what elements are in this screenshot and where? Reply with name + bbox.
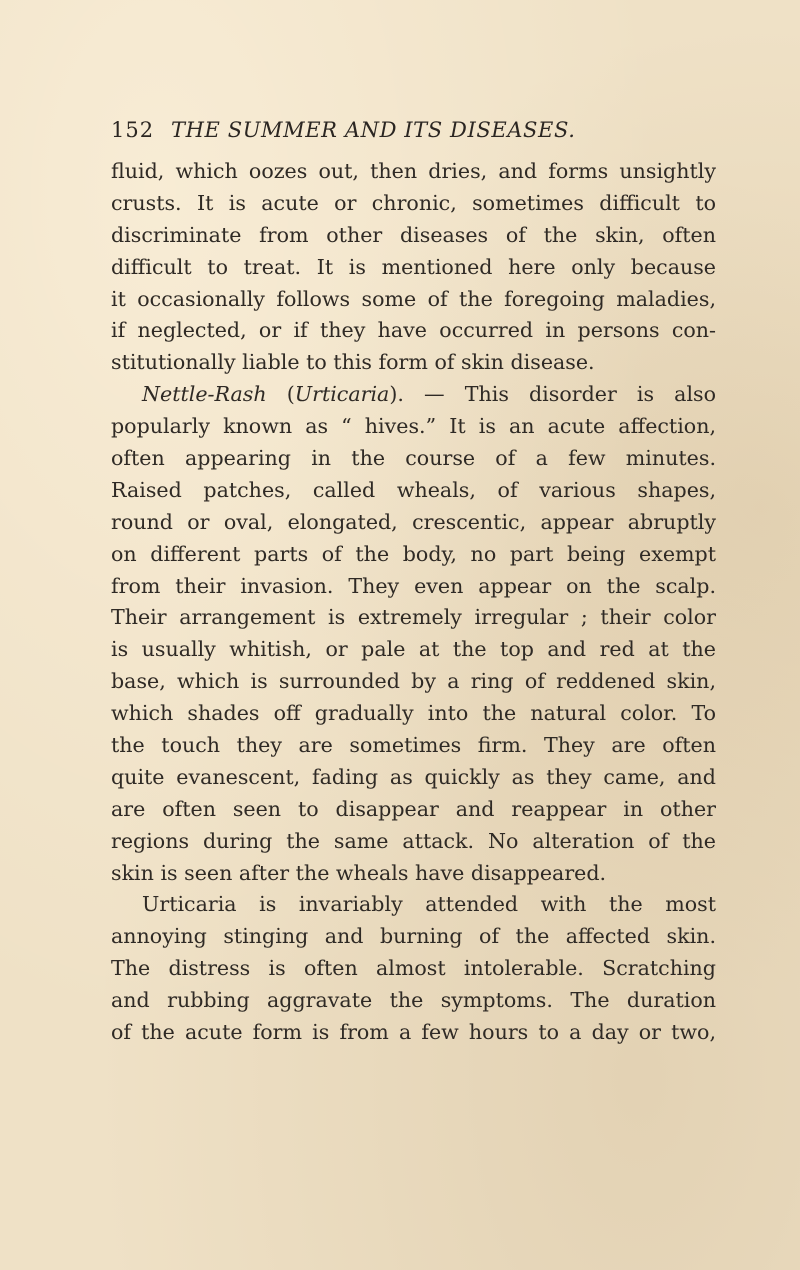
text-line: the touch they are sometimes firm. They are often	[111, 733, 716, 758]
text-line: The distress is often almost intolerable. Scratching	[111, 956, 716, 981]
text-line: from their invasion. They even appear on the scalp.	[111, 573, 716, 598]
text-line: of the acute form is from a few hours to a day or two,	[111, 1020, 716, 1045]
running-head	[111, 118, 751, 148]
section-heading-line	[111, 379, 716, 411]
text-line: regions during the same attack. No alteration of the	[111, 828, 716, 853]
heading-rest: ). — This disorder is also	[389, 382, 716, 407]
text-line: it occasionally follows some of the foregoing maladies,	[111, 286, 716, 311]
text-line: often appearing in the course of a few minutes.	[111, 446, 716, 471]
text-line: base, which is surrounded by a ring of reddened skin,	[111, 669, 716, 694]
text-line: annoying stinging and burning of the affected skin.	[111, 924, 716, 949]
text-line: if neglected, or if they have occurred in persons con-	[111, 318, 716, 343]
text-line: Urticaria is invariably attended with the most	[142, 892, 716, 917]
text-line: on different parts of the body, no part being exempt	[111, 541, 716, 566]
text-line: fluid, which oozes out, then dries, and forms unsightly	[111, 159, 716, 183]
text-line: quite evanescent, fading as quickly as they came, and	[111, 764, 716, 789]
text-line: and rubbing aggravate the symptoms. The duration	[111, 988, 716, 1013]
section-heading: Nettle-Rash	[142, 382, 267, 407]
text-line: Raised patches, called wheals, of various shapes,	[111, 477, 716, 502]
text-line: is usually whitish, or pale at the top and red at the	[111, 637, 716, 662]
text-line: crusts. It is acute or chronic, sometimes difficult to	[111, 190, 716, 215]
section-heading-latin: Urticaria	[294, 382, 390, 407]
text-line: Their arrangement is extremely irregular ; their color	[111, 605, 716, 630]
text-line: skin is seen after the wheals have disappeared.	[111, 860, 607, 885]
text-line: which shades off gradually into the natural color. To	[111, 701, 716, 726]
page-number: 152	[111, 118, 155, 142]
heading-paren-open: (	[266, 382, 295, 407]
text-line: discriminate from other diseases of the skin, often	[111, 222, 716, 247]
text-line: difficult to treat. It is mentioned here only because	[111, 254, 716, 279]
text-line: popularly known as “ hives.” It is an acute affection,	[111, 414, 716, 439]
body-text	[111, 156, 716, 1049]
text-line: round or oval, elongated, crescentic, appear abruptly	[111, 509, 716, 534]
text-line: are often seen to disappear and reappear in other	[111, 796, 716, 821]
running-title: THE SUMMER AND ITS DISEASES.	[171, 118, 576, 142]
text-line: stitutionally liable to this form of skin disease.	[111, 350, 595, 375]
